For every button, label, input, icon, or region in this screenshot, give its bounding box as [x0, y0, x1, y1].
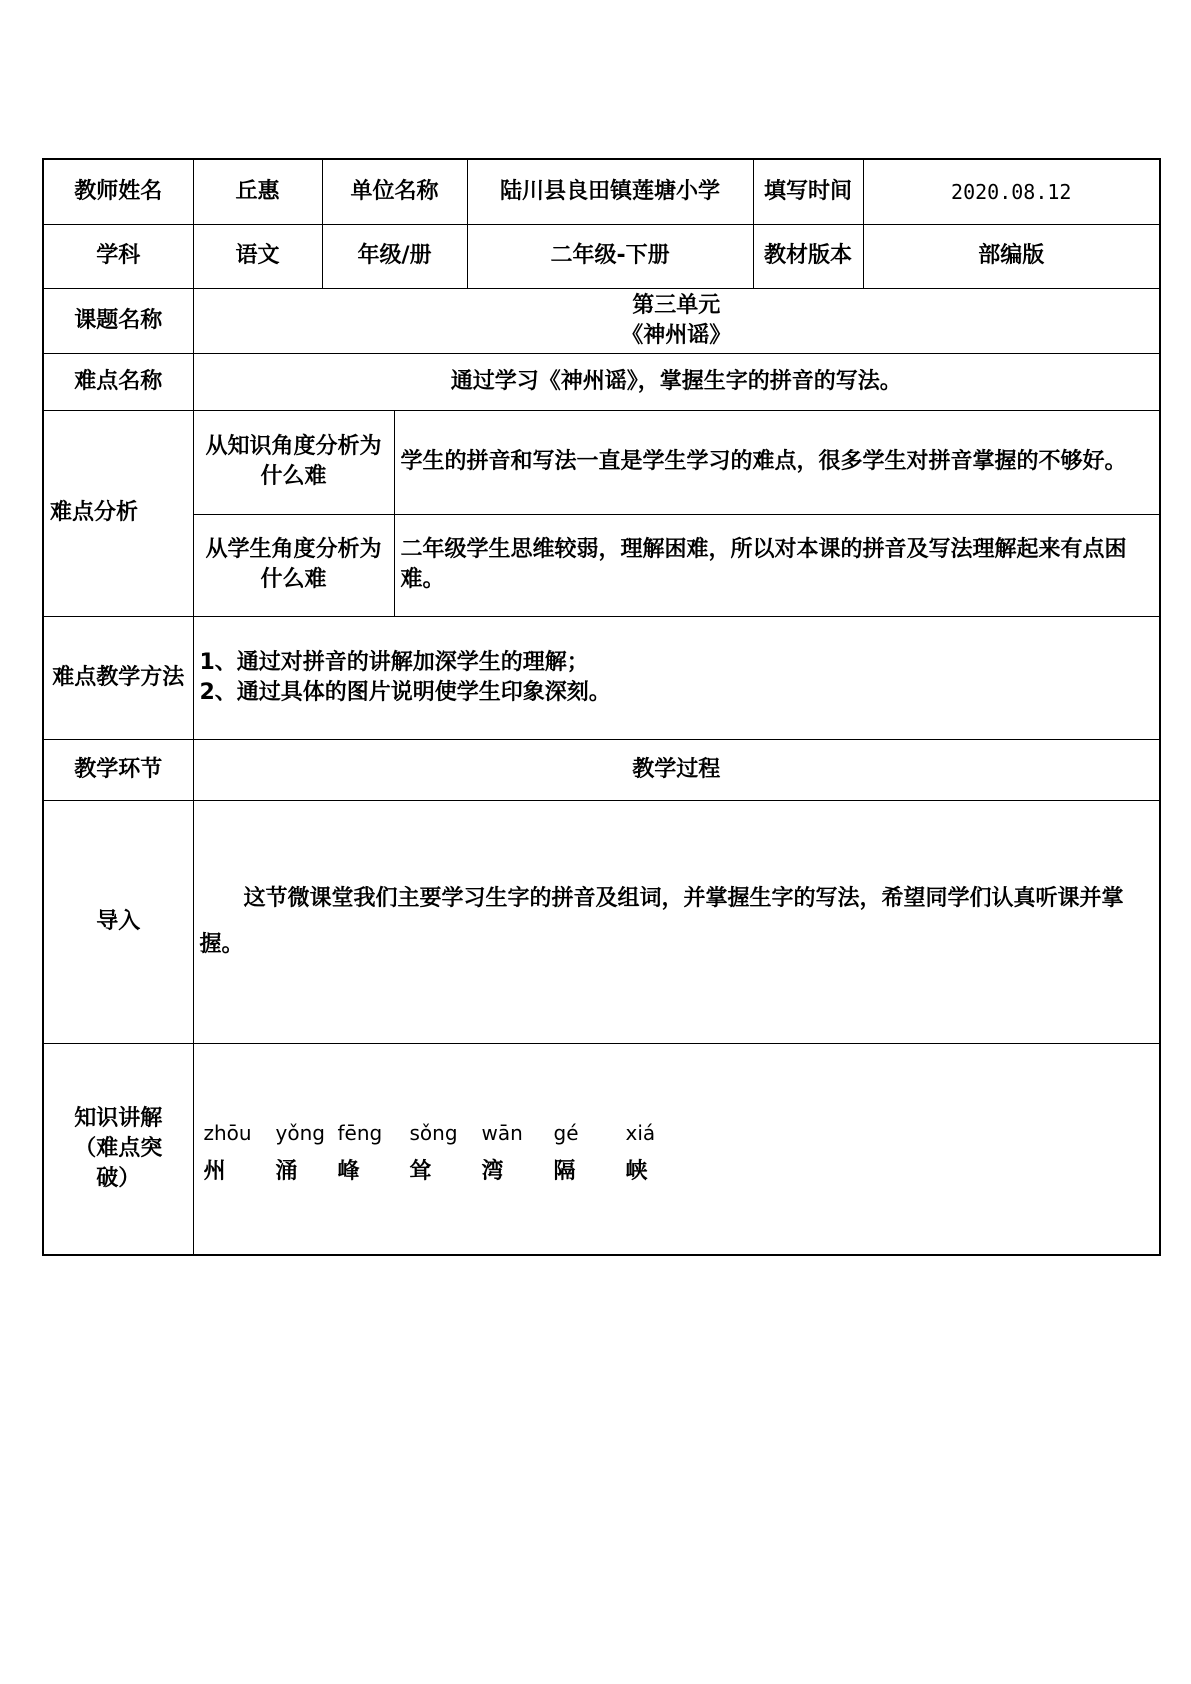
edition-value: 部编版: [863, 224, 1160, 288]
analysis-row-knowledge: [43, 410, 1160, 514]
student-angle-label: 从学生角度分析为什么难: [193, 514, 394, 616]
topic-label: 课题名称: [43, 288, 193, 353]
pinyin-label: wān: [481, 1120, 523, 1145]
pinyin-char-pair: [410, 1114, 482, 1192]
grade-label: 年级/册: [322, 224, 467, 288]
pinyin-char-pair: [338, 1114, 410, 1192]
unit-value: 陆川县良田镇莲塘小学: [467, 159, 753, 224]
pinyin-label: sǒng: [409, 1120, 458, 1145]
teacher-value: 丘惠: [193, 159, 322, 224]
pinyin-chars: [193, 1043, 1160, 1255]
topic-value: [193, 288, 1160, 353]
hanzi-label: 州: [203, 1158, 226, 1184]
subject-value: 语文: [193, 224, 322, 288]
method-label: 难点教学方法: [43, 616, 193, 739]
pinyin-label: gé: [553, 1120, 579, 1145]
teacher-label: 教师姓名: [43, 159, 193, 224]
lesson-plan-sheet: [42, 158, 1159, 1256]
date-value: 2020.08.12: [863, 159, 1160, 224]
subject-label: 学科: [43, 224, 193, 288]
hanzi-label: 隔: [553, 1158, 576, 1184]
edition-label: 教材版本: [753, 224, 863, 288]
pinyin-label: xiá: [625, 1120, 656, 1145]
pinyin-char-pair: [204, 1114, 276, 1192]
knowledge-label: 知识讲解（难点突破）: [43, 1043, 193, 1255]
info-row-2: [43, 224, 1160, 288]
process-stage-label: 教学环节: [43, 739, 193, 800]
topic-row: [43, 288, 1160, 353]
student-angle-text: 二年级学生思维较弱，理解困难，所以对本课的拼音及写法理解起来有点困难。: [394, 514, 1160, 616]
method-row: [43, 616, 1160, 739]
method-item: 1、通过对拼音的讲解加深学生的理解；: [199, 649, 589, 675]
topic-title: 《神州谣》: [621, 322, 732, 348]
info-row-1: [43, 159, 1160, 224]
pinyin-grid: [204, 1114, 1154, 1192]
pinyin-char-pair: [276, 1114, 338, 1192]
knowledge-angle-label: 从知识角度分析为什么难: [193, 410, 394, 514]
analysis-row-student: [43, 514, 1160, 616]
grade-value: 二年级-下册: [467, 224, 753, 288]
knowledge-row: [43, 1043, 1160, 1255]
knowledge-angle-text: 学生的拼音和写法一直是学生学习的难点，很多学生对拼音掌握的不够好。: [394, 410, 1160, 514]
pinyin-label: fēng: [337, 1120, 383, 1145]
method-list: [193, 616, 1160, 739]
hanzi-label: 湾: [481, 1158, 504, 1184]
hanzi-label: 耸: [409, 1158, 432, 1184]
intro-label: 导入: [43, 800, 193, 1043]
pinyin-char-pair: [626, 1114, 698, 1192]
date-label: 填写时间: [753, 159, 863, 224]
topic-unit: 第三单元: [632, 292, 721, 318]
process-header-row: [43, 739, 1160, 800]
pinyin-char-pair: [482, 1114, 554, 1192]
hanzi-label: 峡: [625, 1158, 648, 1184]
pinyin-label: yǒng: [275, 1120, 325, 1145]
pinyin-label: zhōu: [203, 1120, 252, 1145]
intro-text: 这节微课堂我们主要学习生字的拼音及组词，并掌握生字的写法，希望同学们认真听课并掌握。: [193, 800, 1160, 1043]
difficulty-label: 难点名称: [43, 353, 193, 410]
difficulty-value: 通过学习《神州谣》，掌握生字的拼音的写法。: [193, 353, 1160, 410]
lesson-plan-table: [42, 158, 1161, 1256]
pinyin-char-pair: [554, 1114, 626, 1192]
unit-label: 单位名称: [322, 159, 467, 224]
hanzi-label: 涌: [275, 1158, 298, 1184]
intro-row: [43, 800, 1160, 1043]
method-item: 2、通过具体的图片说明使学生印象深刻。: [199, 679, 611, 705]
process-value-label: 教学过程: [193, 739, 1160, 800]
hanzi-label: 峰: [337, 1158, 360, 1184]
pinyin-row: [204, 1114, 1154, 1192]
analysis-label: 难点分析: [43, 410, 193, 616]
difficulty-row: [43, 353, 1160, 410]
